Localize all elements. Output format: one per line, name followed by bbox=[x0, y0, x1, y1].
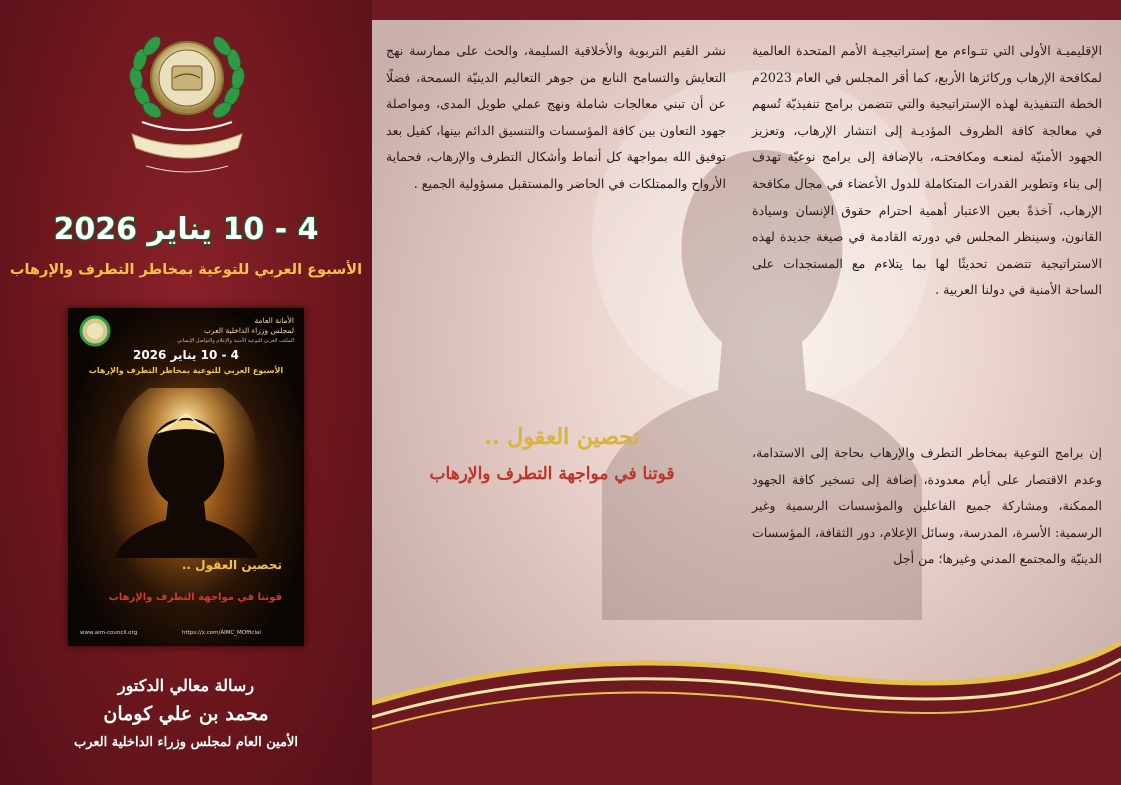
slogan-main: تحصين العقول .. bbox=[484, 424, 640, 450]
poster-slogan-sub: قوتنا في مواجهة التطرف والإرهاب bbox=[108, 592, 282, 603]
poster-footer bbox=[68, 626, 304, 640]
paragraph-right-bottom: إن برامج التوعية بمخاطر التطرف والإرهاب بحاجة إلى الاستدامة، وعدم الاقتصار على أيام معدودة، إضافة إلى تسخير كافة الجهود الممكنة، ومشاركة جميع الفاعلين والمؤسسات الرسمية وغير الرسمية: الأسرة، المدرسة، وسائل الإعلام، دور الثقافة، المؤسسات الدينيّة والمجتمع المدني وغيرها؛ من أجل bbox=[752, 445, 1102, 567]
poster-date: 4 - 10 يناير 2026 bbox=[132, 348, 240, 362]
event-poster bbox=[68, 308, 304, 646]
poster-week: الأسبوع العربي للتوعية بمخاطر التطرف والإرهاب bbox=[88, 366, 284, 375]
head-silhouette-icon bbox=[106, 388, 266, 558]
paragraph-left-top: نشر القيم التربوية والأخلاقية السليمة، والحث على ممارسة نهج التعايش والتسامح النابع من جوهر التعاليم الدينيّة السمحة، فضلًا عن أن تبني معالجات شاملة ونهج عملي طويل المدى، ومواصلة جهود التعاون بين كافة المؤسسات والتنسيق الدائم بينها، كفيل بعد توفيق الله بمواجهة كل أنماط وأشكال التطرف والإرهاب، فحماية الأرواح والممتلكات في الحاضر والمستقبل مسؤولية الجميع . bbox=[386, 43, 726, 191]
council-emblem-icon bbox=[112, 26, 262, 181]
poster-org-line1: الأمانة العامة bbox=[254, 316, 294, 325]
decorative-wave bbox=[372, 625, 1121, 785]
poster-x-handle: https://x.com/AIMC_MOfficial bbox=[182, 630, 261, 636]
left-panel bbox=[0, 0, 372, 785]
event-week-title: الأسبوع العربي للتوعية بمخاطر التطرف والإرهاب bbox=[9, 262, 363, 278]
event-date-title: 4 - 10 يناير 2026 bbox=[53, 212, 319, 247]
poster-organization bbox=[154, 316, 294, 346]
poster-emblem-icon bbox=[78, 314, 112, 348]
author-title: الأمين العام لمجلس وزراء الداخلية العرب bbox=[73, 735, 299, 750]
message-intro: رسالة معالي الدكتور bbox=[117, 676, 255, 695]
paragraph-right-top: الإقليميـة الأولى التي تتـواءم مع إستراتيجيـة الأمم المتحدة العالمية لمكافحة الإرهاب وركائزها الأربع، كما أقر المجلس في العام 2023م الخطة التنفيذية لهذه الإستراتيجية والتي تتضمن برامج تنفيذيّة تُسهم في معالجة كافة الظروف المؤديـة إلى انتشار الإرهاب، وتعزيز الجهود الأمنيّة لمنعـه ومكافحتـه، بالإضافة إلى برامج نوعيّة تهدف إلى بناء وتطوير القدرات المتكاملة للدول الأعضاء في مجال مكافحة الإرهاب، آخذةً بعين الاعتبار أهمية احترام حقوق الإنسان وسيادة القانون، وسينظر المجلس في دورته القادمة في صيغة جديدة لهذه الاستراتيجية تتضمن تحديثًا لها بما يتلاءم مع المستجدات على الساحة الأمنية في دولنا العربية . bbox=[752, 43, 1102, 298]
author-name: محمد بن علي كومان bbox=[103, 703, 269, 725]
article-panel bbox=[372, 20, 1121, 785]
poster-org-line2: لمجلس وزراء الداخلية العرب bbox=[203, 326, 294, 335]
slogan-sub: قوتنا في مواجهة التطرف والإرهاب bbox=[429, 464, 675, 484]
poster-website: www.aim-council.org bbox=[80, 630, 138, 636]
poster-slogan-main: تحصين العقول .. bbox=[181, 558, 282, 572]
poster-org-line3: المكتب العربي للتوعية الأمنية والإعلام والتواصل الإنساني bbox=[177, 338, 294, 344]
